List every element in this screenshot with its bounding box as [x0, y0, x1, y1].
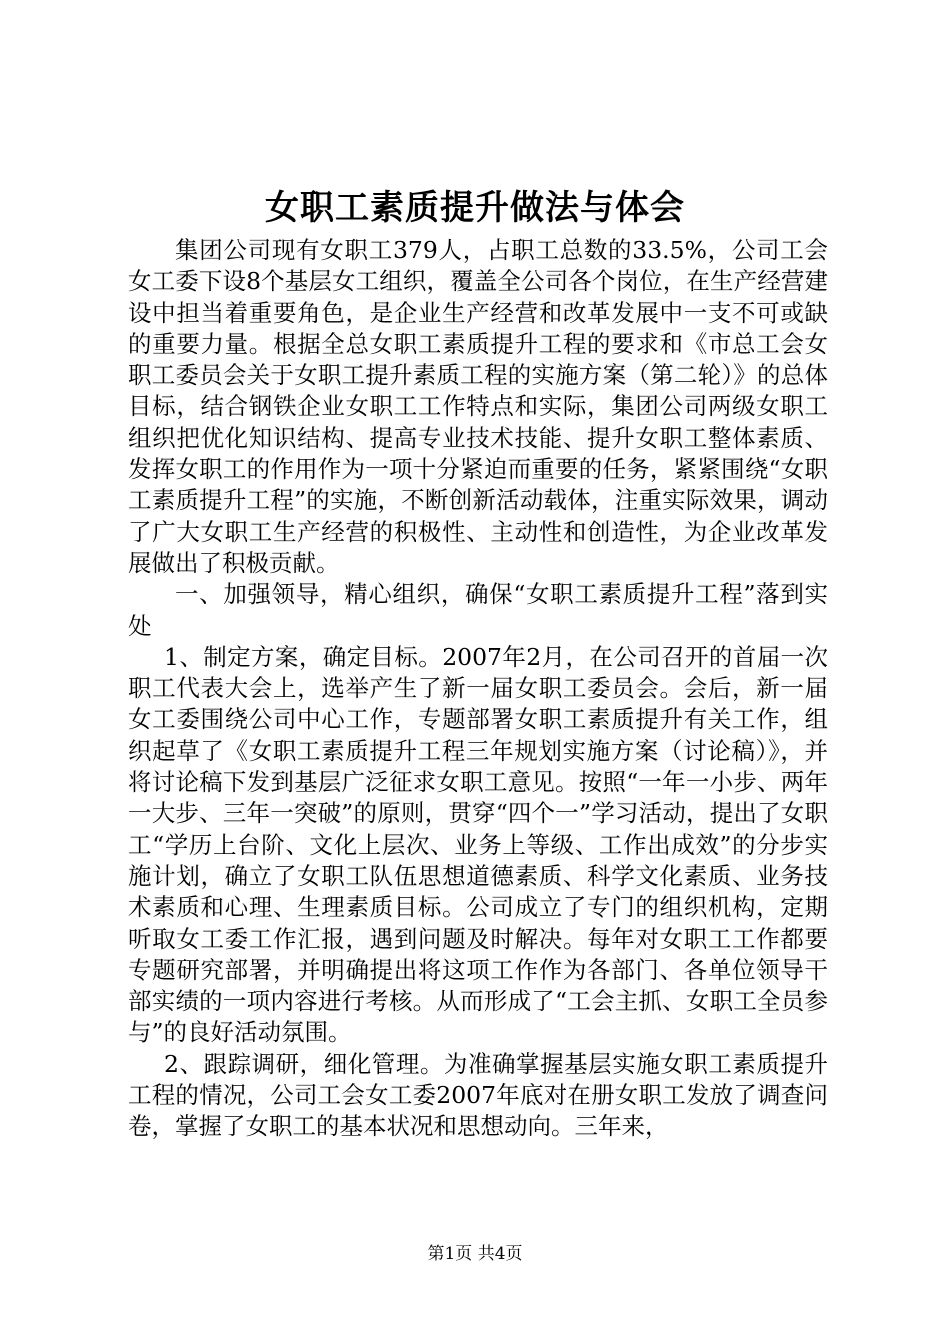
paragraph-item-1: 1、制定方案，确定目标。2007年2月，在公司召开的首届一次职工代表大会上，选举产生了新一届女职工委员会。会后，新一届女工委围绕公司中心工作，专题部署女职工素质提升有关工作，组织起草了《女职工素质提升工程三年规划实施方案（讨论稿）》，并将讨论稿下发到基层广泛征求女职工意见。按照“一年一小步、两年一大步、三年一突破”的原则，贯穿“四个一”学习活动，提出了女职工“学历上台阶、文化上层次、业务上等级、工作出成效”的分步实施计划，确立了女职工队伍思想道德素质、科学文化素质、业务技术素质和心理、生理素质目标。公司成立了专门的组织机构，定期听取女工委工作汇报，遇到问题及时解决。每年对女职工工作都要专题研究部署，并明确提出将这项工作作为各部门、各单位领导干部实绩的一项内容进行考核。从而形成了“工会主抓、女职工全员参与”的良好活动氛围。	[128, 642, 828, 1047]
document-body	[128, 235, 828, 1143]
intro-paragraph: 集团公司现有女职工379人，占职工总数的33.5%，公司工会女工委下设8个基层女工组织，覆盖全公司各个岗位，在生产经营建设中担当着重要角色，是企业生产经营和改革发展中一支不可或缺的重要力量。根据全总女职工素质提升工程的要求和《市总工会女职工委员会关于女职工提升素质工程的实施方案（第二轮）》的总体目标，结合钢铁企业女职工工作特点和实际，集团公司两级女职工组织把优化知识结构、提高专业技术技能、提升女职工整体素质、发挥女职工的作用作为一项十分紧迫而重要的任务，紧紧围绕“女职工素质提升工程”的实施，不断创新活动载体，注重实际效果，调动了广大女职工生产经营的积极性、主动性和创造性，为企业改革发展做出了积极贡献。	[128, 236, 828, 577]
page-number-footer: 第1页 共4页	[427, 1244, 523, 1264]
paragraph-item-2: 2、跟踪调研，细化管理。为准确掌握基层实施女职工素质提升工程的情况，公司工会女工委2007年底对在册女职工发放了调查问卷，掌握了女职工的基本状况和思想动向。三年来，	[128, 1049, 828, 1141]
section-heading-1: 一、加强领导，精心组织，确保“女职工素质提升工程”落到实处	[128, 580, 828, 640]
document-title: 女职工素质提升做法与体会	[265, 188, 685, 228]
